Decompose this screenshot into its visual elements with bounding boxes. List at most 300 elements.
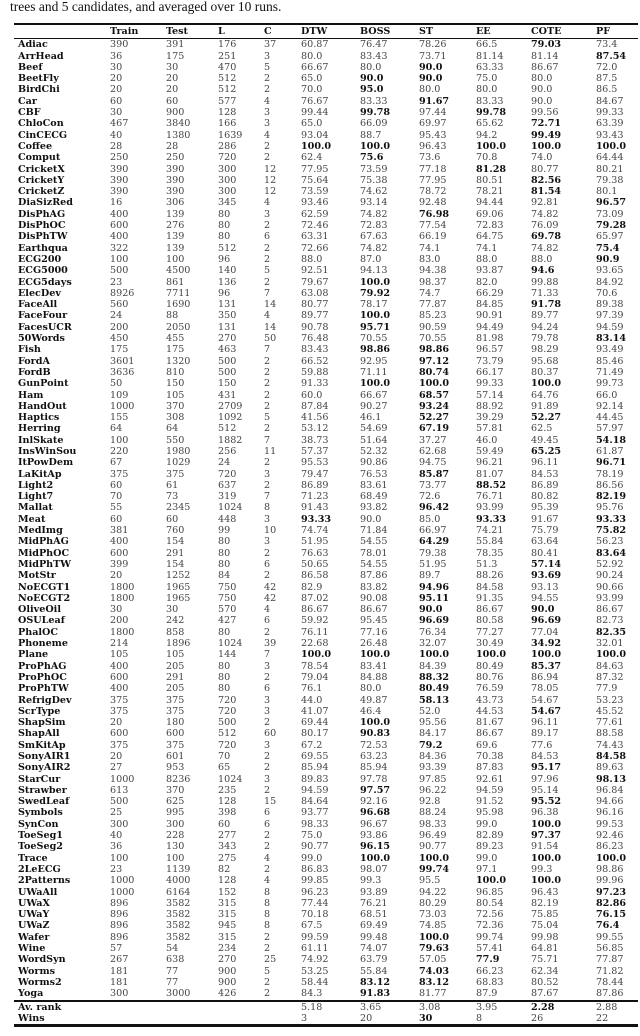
cell-st: 92.8 xyxy=(419,796,441,808)
cell-c: 2 xyxy=(264,73,271,85)
dataset-name: ToeSeg2 xyxy=(18,841,63,853)
table-row xyxy=(14,627,638,638)
cell-st: 98.86 xyxy=(419,344,450,356)
cell-pf: 98.86 xyxy=(596,863,624,875)
cell-cote: 65.25 xyxy=(531,445,562,457)
dataset-name: LaKitAp xyxy=(18,468,62,480)
cell-st: 66.19 xyxy=(419,231,447,243)
table-row xyxy=(14,502,638,513)
cell-st: 94.38 xyxy=(419,265,447,277)
table-row xyxy=(14,728,638,739)
cell-boss: 90.83 xyxy=(360,728,391,740)
cell-train: 175 xyxy=(110,344,129,356)
table-row xyxy=(14,604,638,615)
dataset-name: ProPhAG xyxy=(18,660,67,672)
cell-boss: 68.49 xyxy=(360,491,388,503)
cell-pf: 99.33 xyxy=(596,107,624,119)
cell-pf: 88.58 xyxy=(596,728,624,740)
cell-cote: 96.11 xyxy=(531,717,559,729)
cell-ee: 80.76 xyxy=(476,671,504,683)
cell-ee: 72.83 xyxy=(476,220,504,232)
cell-boss: 93.86 xyxy=(360,830,388,842)
cell-st: 97.12 xyxy=(419,355,450,367)
table-row xyxy=(14,164,638,175)
cell-train: 64 xyxy=(110,423,123,435)
cell-cote: 95.68 xyxy=(531,355,559,367)
cell-l: 80 xyxy=(218,683,231,695)
cell-ee: 78.35 xyxy=(476,547,504,559)
cell-dtw: 84.3 xyxy=(301,988,323,1000)
cell-train: 250 xyxy=(110,152,129,164)
cell-c: 2 xyxy=(264,84,271,96)
dataset-name: FaceFour xyxy=(18,310,68,322)
cell-dtw: 99.59 xyxy=(301,931,329,943)
cell-test: 390 xyxy=(166,174,185,186)
cell-l: 426 xyxy=(218,988,237,1000)
cell-boss: 87.0 xyxy=(360,253,382,265)
cell-test: 1965 xyxy=(166,581,191,593)
cell-c: 12 xyxy=(264,186,277,198)
dataset-name: Light7 xyxy=(18,491,54,503)
dataset-name: 50Words xyxy=(18,333,65,345)
cell-test: 995 xyxy=(166,807,185,819)
cell-pf: 96.16 xyxy=(596,807,624,819)
cell-boss: 74.07 xyxy=(360,943,388,955)
cell-boss: 46.4 xyxy=(360,705,382,717)
cell-boss: 100.0 xyxy=(360,310,391,322)
cell-dtw: 84.64 xyxy=(301,796,329,808)
cell-boss: 78.17 xyxy=(360,299,388,311)
cell-cote: 80.0 xyxy=(531,73,553,85)
cell-st: 99.74 xyxy=(419,863,450,875)
cell-pf: 70.6 xyxy=(596,287,618,299)
table-row xyxy=(14,706,638,717)
cell-st: 62.68 xyxy=(419,445,447,457)
cell-dtw: 93.77 xyxy=(301,807,329,819)
cell-st: 58.13 xyxy=(419,694,450,706)
cell-c: 6 xyxy=(264,818,271,830)
dataset-name: Trace xyxy=(18,852,48,864)
cell-st: 52.0 xyxy=(419,705,441,717)
cell-test: 73 xyxy=(166,491,179,503)
cell-boss: 74.82 xyxy=(360,242,388,254)
cell-c: 2 xyxy=(264,378,271,390)
cell-c: 7 xyxy=(264,287,271,299)
cell-train: 3636 xyxy=(110,366,135,378)
dataset-name: InsWinSou xyxy=(18,445,77,457)
dataset-name: Adiac xyxy=(18,39,48,51)
cell-st: 100.0 xyxy=(419,852,450,864)
cell-cote: 81.54 xyxy=(531,186,562,198)
cell-cote: 63.64 xyxy=(531,536,559,548)
table-row xyxy=(14,966,638,977)
cell-cote: 100.0 xyxy=(531,852,562,864)
cell-l: 945 xyxy=(218,920,237,932)
table-row xyxy=(14,954,638,965)
cell-cote: 99.56 xyxy=(531,107,559,119)
cell-test: 54 xyxy=(166,943,179,955)
dataset-name: OliveOil xyxy=(18,604,61,616)
cell-boss: 94.13 xyxy=(360,265,388,277)
cell-boss: 78.01 xyxy=(360,547,388,559)
table-row xyxy=(14,559,638,570)
cell-c: 50 xyxy=(264,333,277,345)
table-row xyxy=(14,299,638,310)
cell-l: 1882 xyxy=(218,434,243,446)
cell-pf: 65.97 xyxy=(596,231,624,243)
column-header: Train xyxy=(110,26,139,37)
cell-c: 2 xyxy=(264,830,271,842)
cell-cote: 90.0 xyxy=(531,95,553,107)
table-row xyxy=(14,39,638,51)
cell-train: 375 xyxy=(110,468,129,480)
cell-st: 77.18 xyxy=(419,163,447,175)
dataset-name: FordB xyxy=(18,366,51,378)
cell-pf: 99.55 xyxy=(596,931,624,943)
cell-st: 85.23 xyxy=(419,310,447,322)
cell-train: 23 xyxy=(110,276,123,288)
dataset-name: Meat xyxy=(18,513,46,525)
cell-c: 4 xyxy=(264,95,271,107)
cell-l: 84 xyxy=(218,570,231,582)
cell-cote: 75.71 xyxy=(531,954,559,966)
cell-boss: 63.79 xyxy=(360,954,388,966)
cell-boss: 74.62 xyxy=(360,186,388,198)
cell-test: 3582 xyxy=(166,920,191,932)
cell-l: 65 xyxy=(218,762,231,774)
cell-c: 2 xyxy=(264,355,271,367)
cell-pf: 57.97 xyxy=(596,423,624,435)
cell-test: 3000 xyxy=(166,988,191,1000)
cell-pf: 93.49 xyxy=(596,344,624,356)
cell-c: 2 xyxy=(264,479,271,491)
cell-c: 4 xyxy=(264,852,271,864)
cell-dtw: 99.0 xyxy=(301,852,323,864)
cell-boss: 63.23 xyxy=(360,751,388,762)
cell-st: 76.98 xyxy=(419,208,450,220)
cell-dtw: 89.83 xyxy=(301,773,329,785)
cell-c: 37 xyxy=(264,39,277,51)
cell-cote: 76.09 xyxy=(531,220,559,232)
cell-l: 24 xyxy=(218,457,231,469)
cell-test: 291 xyxy=(166,547,185,559)
dataset-name: Light2 xyxy=(18,479,54,491)
table-row xyxy=(14,446,638,457)
cell-dtw: 86.83 xyxy=(301,863,329,875)
cell-test: 625 xyxy=(166,796,185,808)
cell-dtw: 70.0 xyxy=(301,84,323,96)
dataset-name: Wine xyxy=(18,943,46,955)
cell-boss: 96.15 xyxy=(360,841,391,853)
cell-boss: 54.69 xyxy=(360,423,388,435)
cell-dtw: 99.44 xyxy=(301,107,329,119)
cell-train: 200 xyxy=(110,321,129,333)
dataset-name: CricketX xyxy=(18,163,65,175)
cell-cote: 96.43 xyxy=(531,886,559,898)
cell-cote: 99.49 xyxy=(531,129,562,141)
cell-ee: 87.9 xyxy=(476,988,498,1000)
cell-ee: 94.2 xyxy=(476,129,498,141)
cell-cote: 81.14 xyxy=(531,50,559,62)
cell-c: 3 xyxy=(264,208,271,220)
cell-pf: 79.28 xyxy=(596,220,627,232)
cell-l: 300 xyxy=(218,163,237,175)
cell-ee: 94.49 xyxy=(476,321,504,333)
cell-pf: 76.4 xyxy=(596,920,620,932)
cell-c: 2 xyxy=(264,671,271,683)
cell-train: 28 xyxy=(110,140,123,152)
cell-pf: 94.66 xyxy=(596,796,624,808)
cell-st: 37.27 xyxy=(419,434,447,446)
cell-train: 181 xyxy=(110,976,129,988)
cell-test: 7711 xyxy=(166,287,191,299)
cell-boss: 93.89 xyxy=(360,886,388,898)
cell-cote: 79.78 xyxy=(531,333,559,345)
column-header: COTE xyxy=(531,26,562,37)
cell-dtw: 86.67 xyxy=(301,604,329,616)
cell-ee: 96.21 xyxy=(476,457,504,469)
cell-ee: 72.36 xyxy=(476,920,504,932)
cell-dtw: 53.25 xyxy=(301,965,329,977)
dataset-name: CricketY xyxy=(18,174,65,186)
cell-ee: 55.84 xyxy=(476,536,504,548)
cell-l: 500 xyxy=(218,366,237,378)
cell-l: 96 xyxy=(218,287,231,299)
table-row xyxy=(14,84,638,95)
cell-ee: 88.26 xyxy=(476,570,504,582)
cell-cote: 96.69 xyxy=(531,615,562,627)
cell-l: 80 xyxy=(218,547,231,559)
cell-cote: 82.19 xyxy=(531,897,559,909)
cell-l: 166 xyxy=(218,118,237,130)
cell-st: 97.44 xyxy=(419,107,447,119)
dataset-name: Av. rank xyxy=(18,1001,62,1013)
cell-test: 30 xyxy=(166,604,179,616)
cell-pf: 76.15 xyxy=(596,909,627,921)
cell-boss: 75.6 xyxy=(360,152,384,164)
cell-ee: 100.0 xyxy=(476,875,507,887)
cell-st: 93.24 xyxy=(419,400,450,412)
cell-test: 300 xyxy=(166,818,185,830)
cell-test: 3582 xyxy=(166,931,191,943)
cell-pf: 93.65 xyxy=(596,265,624,277)
cell-test: 1690 xyxy=(166,299,191,311)
cell-pf: 98.13 xyxy=(596,773,627,785)
cell-c: 2 xyxy=(264,841,271,853)
cell-l: 80 xyxy=(218,558,231,570)
cell-st: 64.29 xyxy=(419,536,450,548)
cell-l: 720 xyxy=(218,468,237,480)
cell-c: 2 xyxy=(264,931,271,943)
cell-st: 68.57 xyxy=(419,389,450,401)
cell-pf: 95.76 xyxy=(596,502,624,514)
table-row xyxy=(14,853,638,864)
dataset-name: Plane xyxy=(18,649,49,661)
cell-cote: 100.0 xyxy=(531,649,562,661)
summary-row xyxy=(14,1013,638,1026)
cell-test: 77 xyxy=(166,976,179,988)
dataset-name: DisPhOC xyxy=(18,220,66,232)
cell-test: 180 xyxy=(166,717,185,729)
cell-cote: 54.67 xyxy=(531,694,559,706)
table-row xyxy=(14,920,638,931)
cell-l: 637 xyxy=(218,479,237,491)
table-row xyxy=(14,864,638,875)
cell-boss: 83.82 xyxy=(360,581,388,593)
cell-c: 2 xyxy=(264,762,271,774)
dataset-name: BirdChi xyxy=(18,84,60,96)
cell-st: 94.96 xyxy=(419,581,450,593)
cell-pf: 87.5 xyxy=(596,73,618,85)
dataset-name: SonyAIR2 xyxy=(18,762,71,774)
cell-boss: 97.78 xyxy=(360,773,388,785)
cell-c: 2 xyxy=(264,276,271,288)
cell-boss: 66.09 xyxy=(360,118,388,130)
table-row xyxy=(14,265,638,276)
cell-train: 300 xyxy=(110,818,129,830)
cell-ee: 70.38 xyxy=(476,751,504,762)
cell-c: 3 xyxy=(264,50,271,62)
table-row xyxy=(14,638,638,649)
cell-test: 638 xyxy=(166,954,185,966)
cell-l: 80 xyxy=(218,626,231,638)
cell-dtw: 90.78 xyxy=(301,321,329,333)
cell-test: 375 xyxy=(166,739,185,751)
cell-c: 2 xyxy=(264,389,271,401)
cell-dtw: 65.0 xyxy=(301,73,323,85)
dataset-name: ProPhOC xyxy=(18,671,67,683)
cell-pf: 84.67 xyxy=(596,95,624,107)
cell-st: 70.55 xyxy=(419,333,447,345)
cell-l: 150 xyxy=(218,378,237,390)
cell-dtw: 63.08 xyxy=(301,287,329,299)
dataset-name: NoECGT2 xyxy=(18,592,71,604)
cell-cote: 77.6 xyxy=(531,739,553,751)
cell-train: 375 xyxy=(110,739,129,751)
cell-ee: 99.0 xyxy=(476,818,498,830)
cell-boss: 66.67 xyxy=(360,389,388,401)
cell-ee: 30.49 xyxy=(476,638,504,650)
cell-l: 720 xyxy=(218,152,237,164)
cell-boss: 70.55 xyxy=(360,333,388,345)
table-row xyxy=(14,830,638,841)
cell-st: 85.87 xyxy=(419,468,450,480)
cell-train: 390 xyxy=(110,186,129,198)
table-row xyxy=(14,231,638,242)
cell-boss: 26.48 xyxy=(360,638,388,650)
cell-ee: 92.61 xyxy=(476,773,504,785)
cell-train: 36 xyxy=(110,841,123,853)
table-row xyxy=(14,661,638,672)
cell-train: 1800 xyxy=(110,581,135,593)
cell-dtw: 72.46 xyxy=(301,220,329,232)
dataset-name: DiaSizRed xyxy=(18,197,73,209)
cell-train: 214 xyxy=(110,638,129,650)
cell-c: 2 xyxy=(264,976,271,988)
cell-ee: 94.44 xyxy=(476,197,504,209)
cell-st: 77.54 xyxy=(419,220,447,232)
table-row xyxy=(14,717,638,728)
cell-ee: 66.29 xyxy=(476,287,504,299)
table-row xyxy=(14,310,638,321)
cell-dtw: 44.0 xyxy=(301,694,323,706)
dataset-name: OSULeaf xyxy=(18,615,65,627)
cell-c: 12 xyxy=(264,174,277,186)
cell-l: 1024 xyxy=(218,502,243,514)
cell-l: 300 xyxy=(218,186,237,198)
cell-train: 20 xyxy=(110,73,123,85)
dataset-name: GunPoint xyxy=(18,378,69,390)
cell-boss: 93.82 xyxy=(360,502,388,514)
cell-train xyxy=(106,1001,162,1013)
cell-train: 322 xyxy=(110,242,129,254)
cell-test: 601 xyxy=(166,751,185,762)
table-row xyxy=(14,141,638,152)
column-header xyxy=(14,24,106,39)
table-row xyxy=(14,209,638,220)
cell-ee: 72.56 xyxy=(476,909,504,921)
cell-l: 70 xyxy=(218,751,231,762)
cell-pf: 84.63 xyxy=(596,660,624,672)
dataset-name: ProPhTW xyxy=(18,683,69,695)
cell-c: 6 xyxy=(264,615,271,627)
table-row xyxy=(14,762,638,773)
cell-pf: 75.82 xyxy=(596,525,627,537)
cell-boss: 49.87 xyxy=(360,694,388,706)
dataset-name: Phoneme xyxy=(18,638,68,650)
cell-pf: 87.32 xyxy=(596,671,624,683)
cell-pf: 61.87 xyxy=(596,445,624,457)
cell-pf: 83.14 xyxy=(596,333,627,345)
cell-st: 88.24 xyxy=(419,807,447,819)
cell-test: 139 xyxy=(166,208,185,220)
table-row xyxy=(14,73,638,84)
cell-train: 20 xyxy=(110,570,123,582)
cell-boss: 96.67 xyxy=(360,818,388,830)
cell-test: 1320 xyxy=(166,355,191,367)
cell-dtw: 83.43 xyxy=(301,344,329,356)
cell-boss: 86.67 xyxy=(360,604,388,616)
cell-test: 3582 xyxy=(166,909,191,921)
dataset-name: FordA xyxy=(18,355,50,367)
cell-ee: 68.83 xyxy=(476,976,504,988)
dataset-name: Haptics xyxy=(18,412,60,424)
cell-cote: 54.67 xyxy=(531,705,562,717)
cell-c: 7 xyxy=(264,344,271,356)
cell-st: 72.6 xyxy=(419,491,441,503)
dataset-name: Yoga xyxy=(18,988,44,1000)
cell-cote: 69.78 xyxy=(531,231,562,243)
dataset-name: ArrHead xyxy=(18,50,64,62)
cell-cote: 62.34 xyxy=(531,965,559,977)
table-row xyxy=(14,593,638,604)
cell-pf: 100.0 xyxy=(596,140,627,152)
dataset-name: Earthqua xyxy=(18,242,68,254)
cell-cote: 86.94 xyxy=(531,671,559,683)
cell-pf: 93.43 xyxy=(596,129,624,141)
cell-ee: 97.1 xyxy=(476,863,498,875)
cell-ee: 91.52 xyxy=(476,796,504,808)
cell-pf: 84.58 xyxy=(596,751,627,762)
cell-boss: 99.78 xyxy=(360,107,391,119)
cell-train: 57 xyxy=(110,943,123,955)
cell-test: 375 xyxy=(166,694,185,706)
cell-c: 5 xyxy=(264,265,271,277)
cell-c: 2 xyxy=(264,152,271,164)
cell-dtw: 76.67 xyxy=(301,95,329,107)
cell-dtw: 59.88 xyxy=(301,366,329,378)
column-header: ST xyxy=(419,26,434,37)
